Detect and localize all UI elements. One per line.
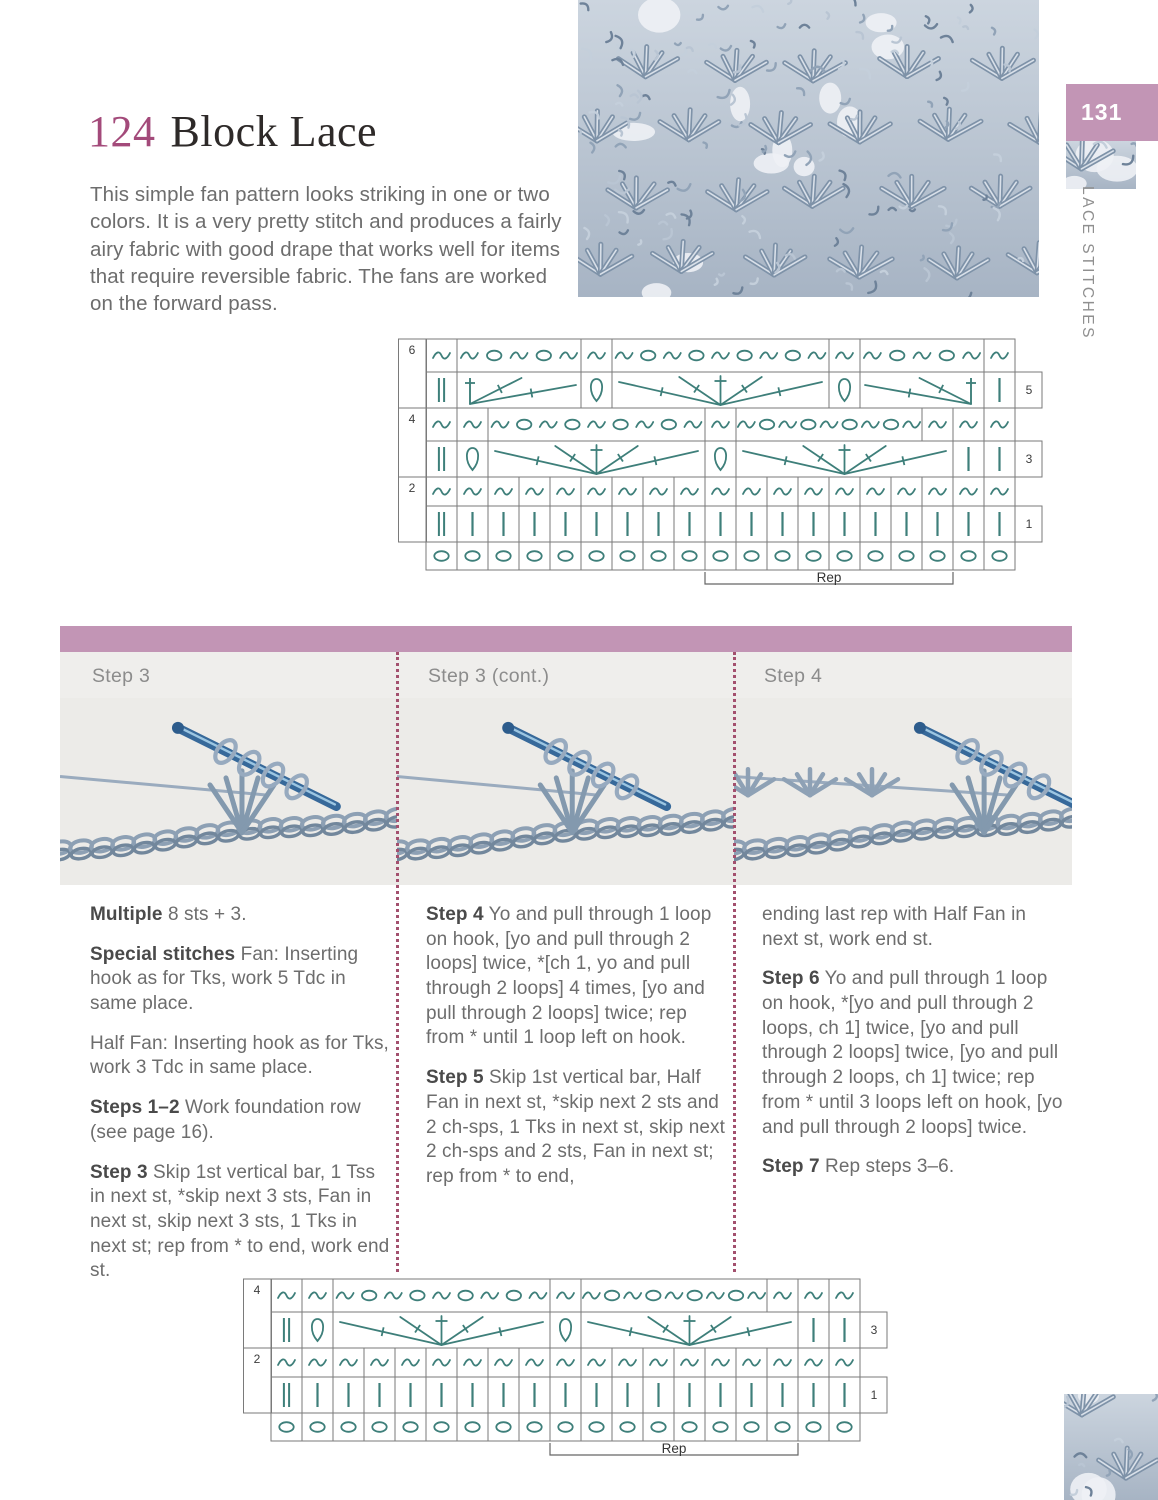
page-number: 131 xyxy=(1081,99,1123,125)
instruction-lead: Step 7 xyxy=(762,1156,820,1178)
instruction-paragraph: ending last rep with Half Fan in next st, work end st. xyxy=(762,904,1027,950)
steps-panel xyxy=(60,652,1072,885)
svg-text:1: 1 xyxy=(1025,517,1033,531)
svg-text:3: 3 xyxy=(1025,452,1033,466)
svg-text:4: 4 xyxy=(253,1283,261,1297)
svg-text:5: 5 xyxy=(1025,383,1033,397)
instruction-paragraph: Step 7 Rep steps 3–6. xyxy=(762,1156,955,1178)
pattern-number: 124 xyxy=(88,107,156,156)
step-header: Step 4 xyxy=(764,665,823,687)
swatch-photo xyxy=(578,0,1039,297)
instruction-paragraph: Half Fan: Inserting hook as for Tks, work 3 Tdc in same place. xyxy=(90,1032,389,1079)
instruction-lead: Step 4 xyxy=(426,904,484,925)
instruction-paragraph: Steps 1–2 Work foundation row (see page 16). xyxy=(90,1097,361,1143)
svg-text:Rep: Rep xyxy=(661,1441,687,1456)
instruction-lead: Step 5 xyxy=(426,1067,484,1089)
instruction-lead: Multiple xyxy=(90,904,163,925)
svg-text:6: 6 xyxy=(408,343,416,357)
svg-text:Rep: Rep xyxy=(816,570,842,585)
stitch-chart-rows-1-6 xyxy=(398,338,1043,595)
instruction-lead: Special stitches xyxy=(90,943,236,965)
instruction-paragraph: Step 6 Yo and pull through 1 loop on hook, *[yo and pull through 2 loops, ch 1] twice, [yo and pull through 2 loops] twice, [yo and pull through 2 loops, ch 1] twice; rep from * until 3 loops left on hook, [yo and pull through 2 loops] twice. xyxy=(762,968,1063,1138)
svg-text:2: 2 xyxy=(408,481,416,495)
step-photo xyxy=(397,698,734,885)
instruction-lead: Step 3 xyxy=(90,1161,148,1183)
corner-swatch-photo xyxy=(1064,1394,1158,1500)
tab-thumbnail xyxy=(1066,141,1136,189)
accent-bar xyxy=(60,626,1072,652)
instruction-paragraph: Special stitches Fan: Inserting hook as for Tks, work 5 Tdc in same place. xyxy=(90,943,359,1015)
step-header: Step 3 (cont.) xyxy=(428,665,550,687)
instructions-column-2 xyxy=(426,903,730,1205)
step-header: Step 3 xyxy=(92,665,151,687)
instruction-lead: Steps 1–2 xyxy=(90,1097,180,1119)
stitch-chart-rows-1-4 xyxy=(243,1278,888,1466)
svg-text:2: 2 xyxy=(253,1352,261,1366)
step-photo xyxy=(60,698,397,885)
page-title: Block Lace xyxy=(170,107,378,156)
swatch-photo-image xyxy=(578,0,1039,297)
intro-paragraph: This simple fan pattern looks striking in one or two colors. It is a very pretty stitch and produces a fairly airy fabric with good drape that works well for items that require reversible fabric. The fans are worked on the forward pass. xyxy=(90,183,562,315)
instructions-column-3 xyxy=(762,903,1066,1195)
column-separator xyxy=(733,652,736,1272)
instructions-column-1 xyxy=(90,903,394,1299)
section-label: LACE STITCHES xyxy=(1079,186,1096,340)
instruction-paragraph: Step 5 Skip 1st vertical bar, Half Fan in next st, *skip next 2 sts and 2 ch-sps, 1 Tks in next st, skip next 2 ch-sps and 2 sts, Fan in next st; rep from * to end, xyxy=(426,1067,726,1187)
step-photo xyxy=(734,698,1072,885)
svg-text:1: 1 xyxy=(870,1388,878,1402)
instruction-paragraph: Step 3 Skip 1st vertical bar, 1 Tss in next st, *skip next 3 sts, Fan in next st, skip next 3 sts, 1 Tks in next st; rep from * to end, work end st. xyxy=(90,1161,390,1282)
svg-text:3: 3 xyxy=(870,1323,878,1337)
corner-swatch-image xyxy=(1064,1394,1158,1500)
instruction-lead: Step 6 xyxy=(762,968,820,990)
instruction-paragraph: Step 4 Yo and pull through 1 loop on hook, [yo and pull through 2 loops] twice, *[ch 1, yo and pull through 2 loops] 4 times, [yo and pull through 2 loops] twice; rep from * until 1 loop left on hook. xyxy=(426,904,712,1049)
page-number-tab xyxy=(1066,84,1158,141)
instruction-paragraph: Multiple 8 sts + 3. xyxy=(90,904,247,925)
page-title-block xyxy=(88,106,377,157)
column-separator xyxy=(396,652,399,1272)
tab-thumbnail-image xyxy=(1066,141,1136,189)
svg-text:4: 4 xyxy=(408,412,416,426)
